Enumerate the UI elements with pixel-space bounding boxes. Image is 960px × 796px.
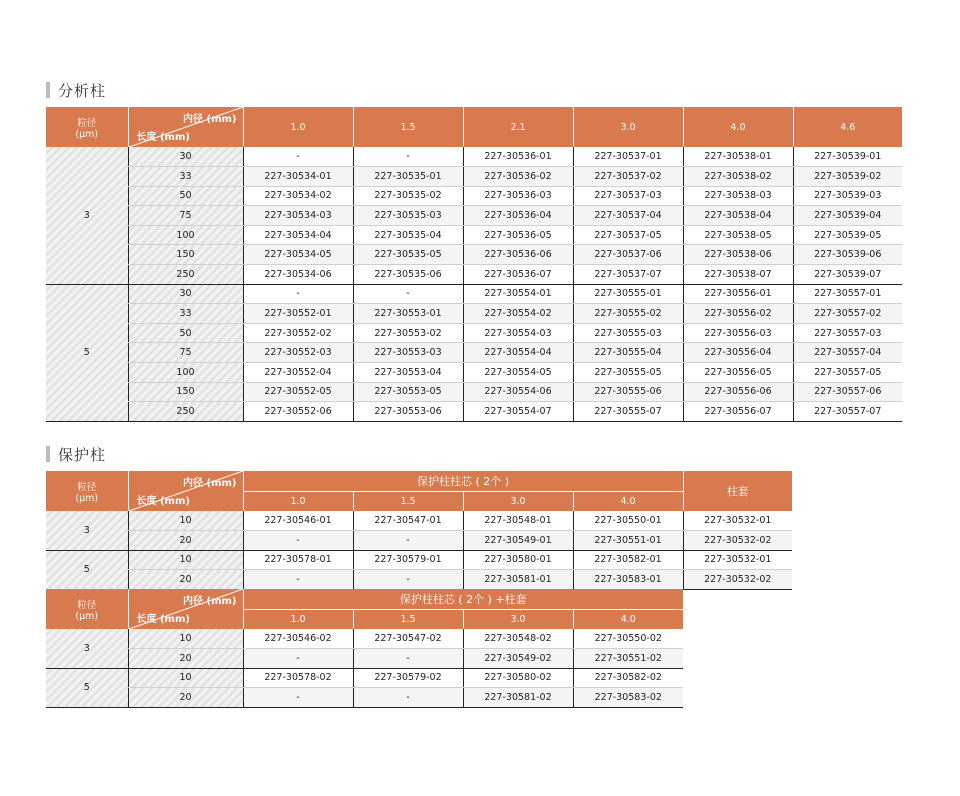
particle-size-cell: 3	[46, 147, 128, 284]
part-number-cell: 227-30536-02	[463, 167, 573, 187]
part-number-cell: 227-30534-01	[243, 167, 353, 187]
table-row	[46, 265, 902, 285]
table-row	[46, 402, 902, 422]
length-cell: 33	[128, 304, 243, 324]
table-row	[46, 649, 683, 669]
part-number-cell: 227-30549-01	[463, 531, 573, 551]
table-row	[46, 668, 683, 688]
part-number-cell: -	[353, 688, 463, 708]
part-number-cell: 227-30532-01	[683, 550, 792, 570]
length-cell: 75	[128, 343, 243, 363]
part-number-cell: 227-30549-02	[463, 649, 573, 669]
part-number-cell: 227-30536-04	[463, 206, 573, 226]
part-number-cell: 227-30539-04	[793, 206, 902, 226]
particle-size-cell: 3	[46, 629, 128, 668]
part-number-cell: 227-30556-04	[683, 343, 793, 363]
part-number-cell: 227-30535-06	[353, 265, 463, 285]
part-number-cell: 227-30553-01	[353, 304, 463, 324]
particle-size-cell: 5	[46, 284, 128, 421]
part-number-cell: 227-30556-02	[683, 304, 793, 324]
inner-diameter-label: 内径 (mm)	[183, 596, 237, 607]
diameter-header: 1.0	[243, 491, 353, 511]
diameter-header: 1.5	[353, 491, 463, 511]
analytical-columns-table	[46, 107, 902, 422]
part-number-cell: 227-30554-02	[463, 304, 573, 324]
part-number-cell: 227-30556-07	[683, 402, 793, 422]
part-number-cell: 227-30580-02	[463, 668, 573, 688]
length-cell: 150	[128, 382, 243, 402]
particle-size-cell: 5	[46, 668, 128, 707]
part-number-cell: 227-30579-01	[353, 550, 463, 570]
part-number-cell: 227-30539-01	[793, 147, 902, 167]
length-cell: 10	[128, 668, 243, 688]
diameter-header: 1.5	[353, 107, 463, 147]
part-number-cell: 227-30537-03	[573, 186, 683, 206]
part-number-cell: 227-30581-01	[463, 570, 573, 590]
particle-size-header	[46, 471, 128, 511]
table-row	[46, 343, 902, 363]
part-number-cell: 227-30539-03	[793, 186, 902, 206]
diameter-header: 3.0	[463, 491, 573, 511]
particle-unit: (μm)	[75, 492, 99, 504]
diameter-header: 4.0	[573, 491, 683, 511]
part-number-cell: 227-30538-07	[683, 265, 793, 285]
part-number-cell: 227-30552-03	[243, 343, 353, 363]
length-cell: 250	[128, 265, 243, 285]
table-row	[46, 570, 792, 590]
length-cell: 150	[128, 245, 243, 265]
part-number-cell: 227-30552-01	[243, 304, 353, 324]
length-cell: 20	[128, 570, 243, 590]
part-number-cell: 227-30557-02	[793, 304, 902, 324]
part-number-cell: 227-30532-01	[683, 511, 792, 531]
inner-diameter-label: 内径 (mm)	[183, 114, 237, 125]
diameter-header: 3.0	[573, 107, 683, 147]
part-number-cell: -	[243, 147, 353, 167]
length-cell: 10	[128, 629, 243, 649]
cartridge-holder-span-header: 保护柱柱芯 ( 2个 ) +柱套	[243, 589, 683, 609]
part-number-cell: 227-30534-04	[243, 225, 353, 245]
part-number-cell: 227-30537-01	[573, 147, 683, 167]
table-row	[46, 363, 902, 383]
part-number-cell: 227-30555-03	[573, 323, 683, 343]
part-number-cell: 227-30554-05	[463, 363, 573, 383]
length-label: 长度 (mm)	[136, 614, 190, 625]
part-number-cell: 227-30536-06	[463, 245, 573, 265]
length-cell: 50	[128, 323, 243, 343]
part-number-cell: 227-30550-01	[573, 511, 683, 531]
part-number-cell: 227-30583-02	[573, 688, 683, 708]
diameter-header: 3.0	[463, 609, 573, 629]
table-row	[46, 186, 902, 206]
length-cell: 30	[128, 147, 243, 167]
part-number-cell: 227-30553-06	[353, 402, 463, 422]
part-number-cell: -	[353, 147, 463, 167]
diameter-header: 4.0	[683, 107, 793, 147]
length-cell: 20	[128, 688, 243, 708]
part-number-cell: 227-30555-02	[573, 304, 683, 324]
part-number-cell: 227-30557-06	[793, 382, 902, 402]
table-row	[46, 304, 902, 324]
particle-unit: (μm)	[75, 128, 99, 140]
part-number-cell: 227-30554-03	[463, 323, 573, 343]
length-cell: 250	[128, 402, 243, 422]
part-number-cell: 227-30548-02	[463, 629, 573, 649]
table-row	[46, 511, 792, 531]
part-number-cell: 227-30547-02	[353, 629, 463, 649]
part-number-cell: -	[243, 570, 353, 590]
part-number-cell: 227-30554-06	[463, 382, 573, 402]
part-number-cell: 227-30546-02	[243, 629, 353, 649]
diagonal-header	[128, 589, 243, 629]
guard-cartridge-table	[46, 471, 792, 590]
part-number-cell: 227-30557-04	[793, 343, 902, 363]
particle-label: 粒径	[77, 599, 97, 611]
part-number-cell: 227-30555-04	[573, 343, 683, 363]
particle-unit: (μm)	[75, 610, 99, 622]
part-number-cell: 227-30554-04	[463, 343, 573, 363]
analytical-table-body	[46, 147, 902, 421]
table-row	[46, 245, 902, 265]
part-number-cell: 227-30556-03	[683, 323, 793, 343]
part-number-cell: 227-30539-02	[793, 167, 902, 187]
table-row	[46, 382, 902, 402]
part-number-cell: 227-30535-05	[353, 245, 463, 265]
title-marker	[46, 446, 50, 462]
guard-cartridge-holder-body	[46, 629, 683, 707]
title-marker	[46, 82, 50, 98]
part-number-cell: 227-30557-03	[793, 323, 902, 343]
particle-label: 粒径	[77, 117, 97, 129]
length-label: 长度 (mm)	[136, 496, 190, 507]
part-number-cell: 227-30555-01	[573, 284, 683, 304]
part-number-cell: 227-30553-02	[353, 323, 463, 343]
diagonal-header	[128, 107, 243, 147]
part-number-cell: 227-30535-01	[353, 167, 463, 187]
part-number-cell: 227-30552-05	[243, 382, 353, 402]
part-number-cell: -	[353, 570, 463, 590]
part-number-cell: 227-30537-05	[573, 225, 683, 245]
part-number-cell: 227-30536-01	[463, 147, 573, 167]
part-number-cell: 227-30547-01	[353, 511, 463, 531]
part-number-cell: 227-30548-01	[463, 511, 573, 531]
part-number-cell: -	[353, 531, 463, 551]
part-number-cell: 227-30555-07	[573, 402, 683, 422]
particle-size-header	[46, 107, 128, 147]
cartridge-span-header: 保护柱柱芯 ( 2个 )	[243, 471, 683, 491]
diameter-header: 4.0	[573, 609, 683, 629]
part-number-cell: 227-30538-01	[683, 147, 793, 167]
part-number-cell: 227-30579-02	[353, 668, 463, 688]
table-row	[46, 167, 902, 187]
part-number-cell: 227-30539-06	[793, 245, 902, 265]
guard-cartridge-holder-table	[46, 589, 683, 708]
length-cell: 20	[128, 649, 243, 669]
length-cell: 10	[128, 511, 243, 531]
part-number-cell: 227-30553-04	[353, 363, 463, 383]
part-number-cell: 227-30535-03	[353, 206, 463, 226]
length-cell: 33	[128, 167, 243, 187]
part-number-cell: 227-30551-02	[573, 649, 683, 669]
diameter-header: 2.1	[463, 107, 573, 147]
part-number-cell: 227-30557-07	[793, 402, 902, 422]
diagonal-header	[128, 471, 243, 511]
part-number-cell: 227-30580-01	[463, 550, 573, 570]
part-number-cell: 227-30538-03	[683, 186, 793, 206]
part-number-cell: 227-30537-06	[573, 245, 683, 265]
part-number-cell: 227-30538-04	[683, 206, 793, 226]
part-number-cell: 227-30532-02	[683, 531, 792, 551]
part-number-cell: 227-30538-05	[683, 225, 793, 245]
table-row	[46, 688, 683, 708]
diameter-header: 1.5	[353, 609, 463, 629]
part-number-cell: 227-30555-05	[573, 363, 683, 383]
part-number-cell: 227-30556-01	[683, 284, 793, 304]
part-number-cell: 227-30551-01	[573, 531, 683, 551]
analytical-title-text: 分析柱	[58, 81, 107, 100]
part-number-cell: 227-30553-03	[353, 343, 463, 363]
part-number-cell: -	[243, 688, 353, 708]
length-label: 长度 (mm)	[136, 132, 190, 143]
part-number-cell: 227-30536-07	[463, 265, 573, 285]
part-number-cell: 227-30557-05	[793, 363, 902, 383]
part-number-cell: -	[243, 284, 353, 304]
table-row	[46, 284, 902, 304]
part-number-cell: 227-30581-02	[463, 688, 573, 708]
length-cell: 100	[128, 363, 243, 383]
diameter-header: 1.0	[243, 107, 353, 147]
part-number-cell: 227-30583-01	[573, 570, 683, 590]
length-cell: 50	[128, 186, 243, 206]
length-cell: 10	[128, 550, 243, 570]
part-number-cell: 227-30578-01	[243, 550, 353, 570]
table-row	[46, 550, 792, 570]
diameter-header: 4.6	[793, 107, 902, 147]
table-row	[46, 531, 792, 551]
part-number-cell: -	[353, 284, 463, 304]
part-number-cell: 227-30556-06	[683, 382, 793, 402]
part-number-cell: 227-30535-04	[353, 225, 463, 245]
part-number-cell: 227-30534-06	[243, 265, 353, 285]
table-row	[46, 147, 902, 167]
part-number-cell: -	[243, 649, 353, 669]
part-number-cell: 227-30537-02	[573, 167, 683, 187]
part-number-cell: 227-30578-02	[243, 668, 353, 688]
part-number-cell: -	[243, 531, 353, 551]
inner-diameter-label: 内径 (mm)	[183, 478, 237, 489]
part-number-cell: 227-30536-03	[463, 186, 573, 206]
length-cell: 20	[128, 531, 243, 551]
part-number-cell: 227-30539-07	[793, 265, 902, 285]
part-number-cell: 227-30539-05	[793, 225, 902, 245]
part-number-cell: 227-30538-02	[683, 167, 793, 187]
part-number-cell: 227-30552-06	[243, 402, 353, 422]
guard-section-title	[46, 445, 106, 463]
part-number-cell: 227-30554-01	[463, 284, 573, 304]
length-cell: 75	[128, 206, 243, 226]
table-row	[46, 225, 902, 245]
part-number-cell: 227-30534-05	[243, 245, 353, 265]
part-number-cell: 227-30536-05	[463, 225, 573, 245]
part-number-cell: 227-30556-05	[683, 363, 793, 383]
table-row	[46, 323, 902, 343]
length-cell: 100	[128, 225, 243, 245]
part-number-cell: 227-30550-02	[573, 629, 683, 649]
length-cell: 30	[128, 284, 243, 304]
part-number-cell: -	[353, 649, 463, 669]
part-number-cell: 227-30582-01	[573, 550, 683, 570]
part-number-cell: 227-30553-05	[353, 382, 463, 402]
holder-header: 柱套	[683, 471, 792, 511]
particle-size-header	[46, 589, 128, 629]
part-number-cell: 227-30554-07	[463, 402, 573, 422]
particle-size-cell: 5	[46, 550, 128, 589]
analytical-section-title	[46, 81, 106, 99]
diameter-header: 1.0	[243, 609, 353, 629]
part-number-cell: 227-30537-04	[573, 206, 683, 226]
particle-size-cell: 3	[46, 511, 128, 550]
part-number-cell: 227-30534-02	[243, 186, 353, 206]
part-number-cell: 227-30552-04	[243, 363, 353, 383]
particle-label: 粒径	[77, 481, 97, 493]
part-number-cell: 227-30546-01	[243, 511, 353, 531]
part-number-cell: 227-30534-03	[243, 206, 353, 226]
table-row	[46, 206, 902, 226]
part-number-cell: 227-30537-07	[573, 265, 683, 285]
table-row	[46, 629, 683, 649]
part-number-cell: 227-30538-06	[683, 245, 793, 265]
guard-title-text: 保护柱	[58, 445, 107, 464]
part-number-cell: 227-30557-01	[793, 284, 902, 304]
part-number-cell: 227-30532-02	[683, 570, 792, 590]
part-number-cell: 227-30582-02	[573, 668, 683, 688]
guard-cartridge-body	[46, 511, 792, 589]
part-number-cell: 227-30552-02	[243, 323, 353, 343]
part-number-cell: 227-30535-02	[353, 186, 463, 206]
part-number-cell: 227-30555-06	[573, 382, 683, 402]
